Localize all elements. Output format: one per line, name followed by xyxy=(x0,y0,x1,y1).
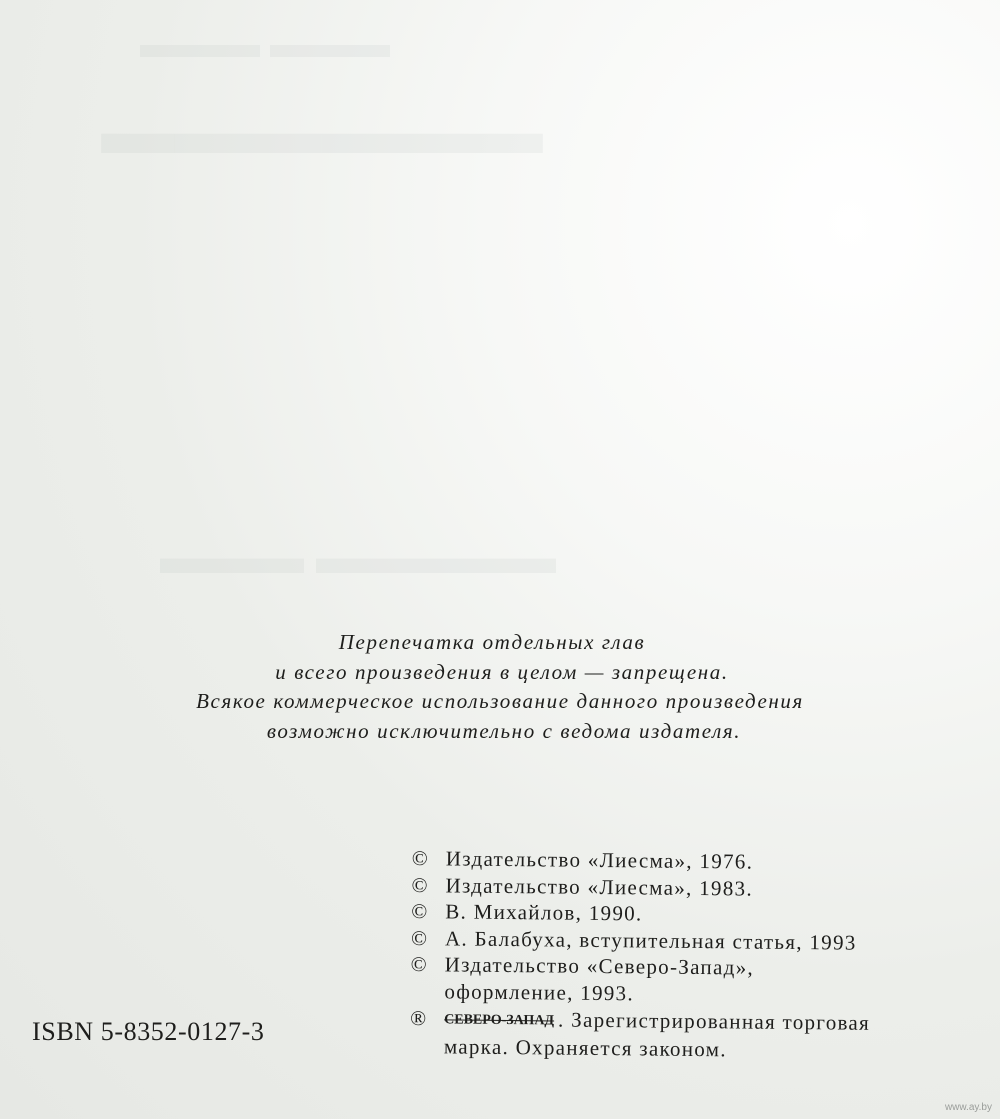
notice-line: Всякое коммерческое использование данного произведения xyxy=(196,689,804,713)
copyright-text: А. Балабуха, вступительная статья, 1993 xyxy=(444,926,857,955)
copyright-text: Издательство «Лиесма», 1976. xyxy=(445,846,754,874)
publisher-logo: СЕВЕРО-ЗАПАД xyxy=(444,1011,555,1029)
registered-trademark-icon: ® xyxy=(410,1005,428,1030)
copyright-icon: © xyxy=(411,845,430,871)
copyright-icon: © xyxy=(411,872,429,897)
show-through-block: ▬▬▬ ▬▬▬▬▬ xyxy=(160,531,556,584)
notice-line: Перепечатка отдельных глав xyxy=(338,630,646,654)
reprint-notice xyxy=(100,628,900,746)
show-through-title: ▬▬▬▬▬▬ xyxy=(101,96,543,167)
isbn-number: ISBN 5-8352-0127-3 xyxy=(32,1017,265,1046)
trademark-text: марка. Охраняется законом. xyxy=(443,1034,727,1062)
copyright-text: оформление, 1993. xyxy=(444,979,635,1006)
copyright-icon: © xyxy=(410,952,429,977)
trademark-text: . Зарегистрированная торговая xyxy=(557,1007,871,1035)
copyright-icon: © xyxy=(411,899,429,924)
notice-line: и всего произведения в целом — запрещена. xyxy=(275,659,729,684)
copyright-text: Издательство «Лиесма», 1983. xyxy=(445,872,754,901)
copyright-entry xyxy=(412,845,872,876)
copyright-text: В. Михайлов, 1990. xyxy=(445,899,643,926)
copyright-icon: © xyxy=(410,925,429,950)
show-through-text: ▬▬▬ ▬▬▬ xyxy=(140,21,390,66)
trademark-continuation xyxy=(410,1033,870,1064)
copyright-text: Издательство «Северо-Запад», xyxy=(444,952,755,980)
copyright-block xyxy=(410,845,872,1065)
site-watermark: www.ay.by xyxy=(944,1102,992,1113)
notice-line: возможно исключительно с ведома издателя. xyxy=(266,718,742,743)
copyright-continuation xyxy=(410,978,870,1009)
